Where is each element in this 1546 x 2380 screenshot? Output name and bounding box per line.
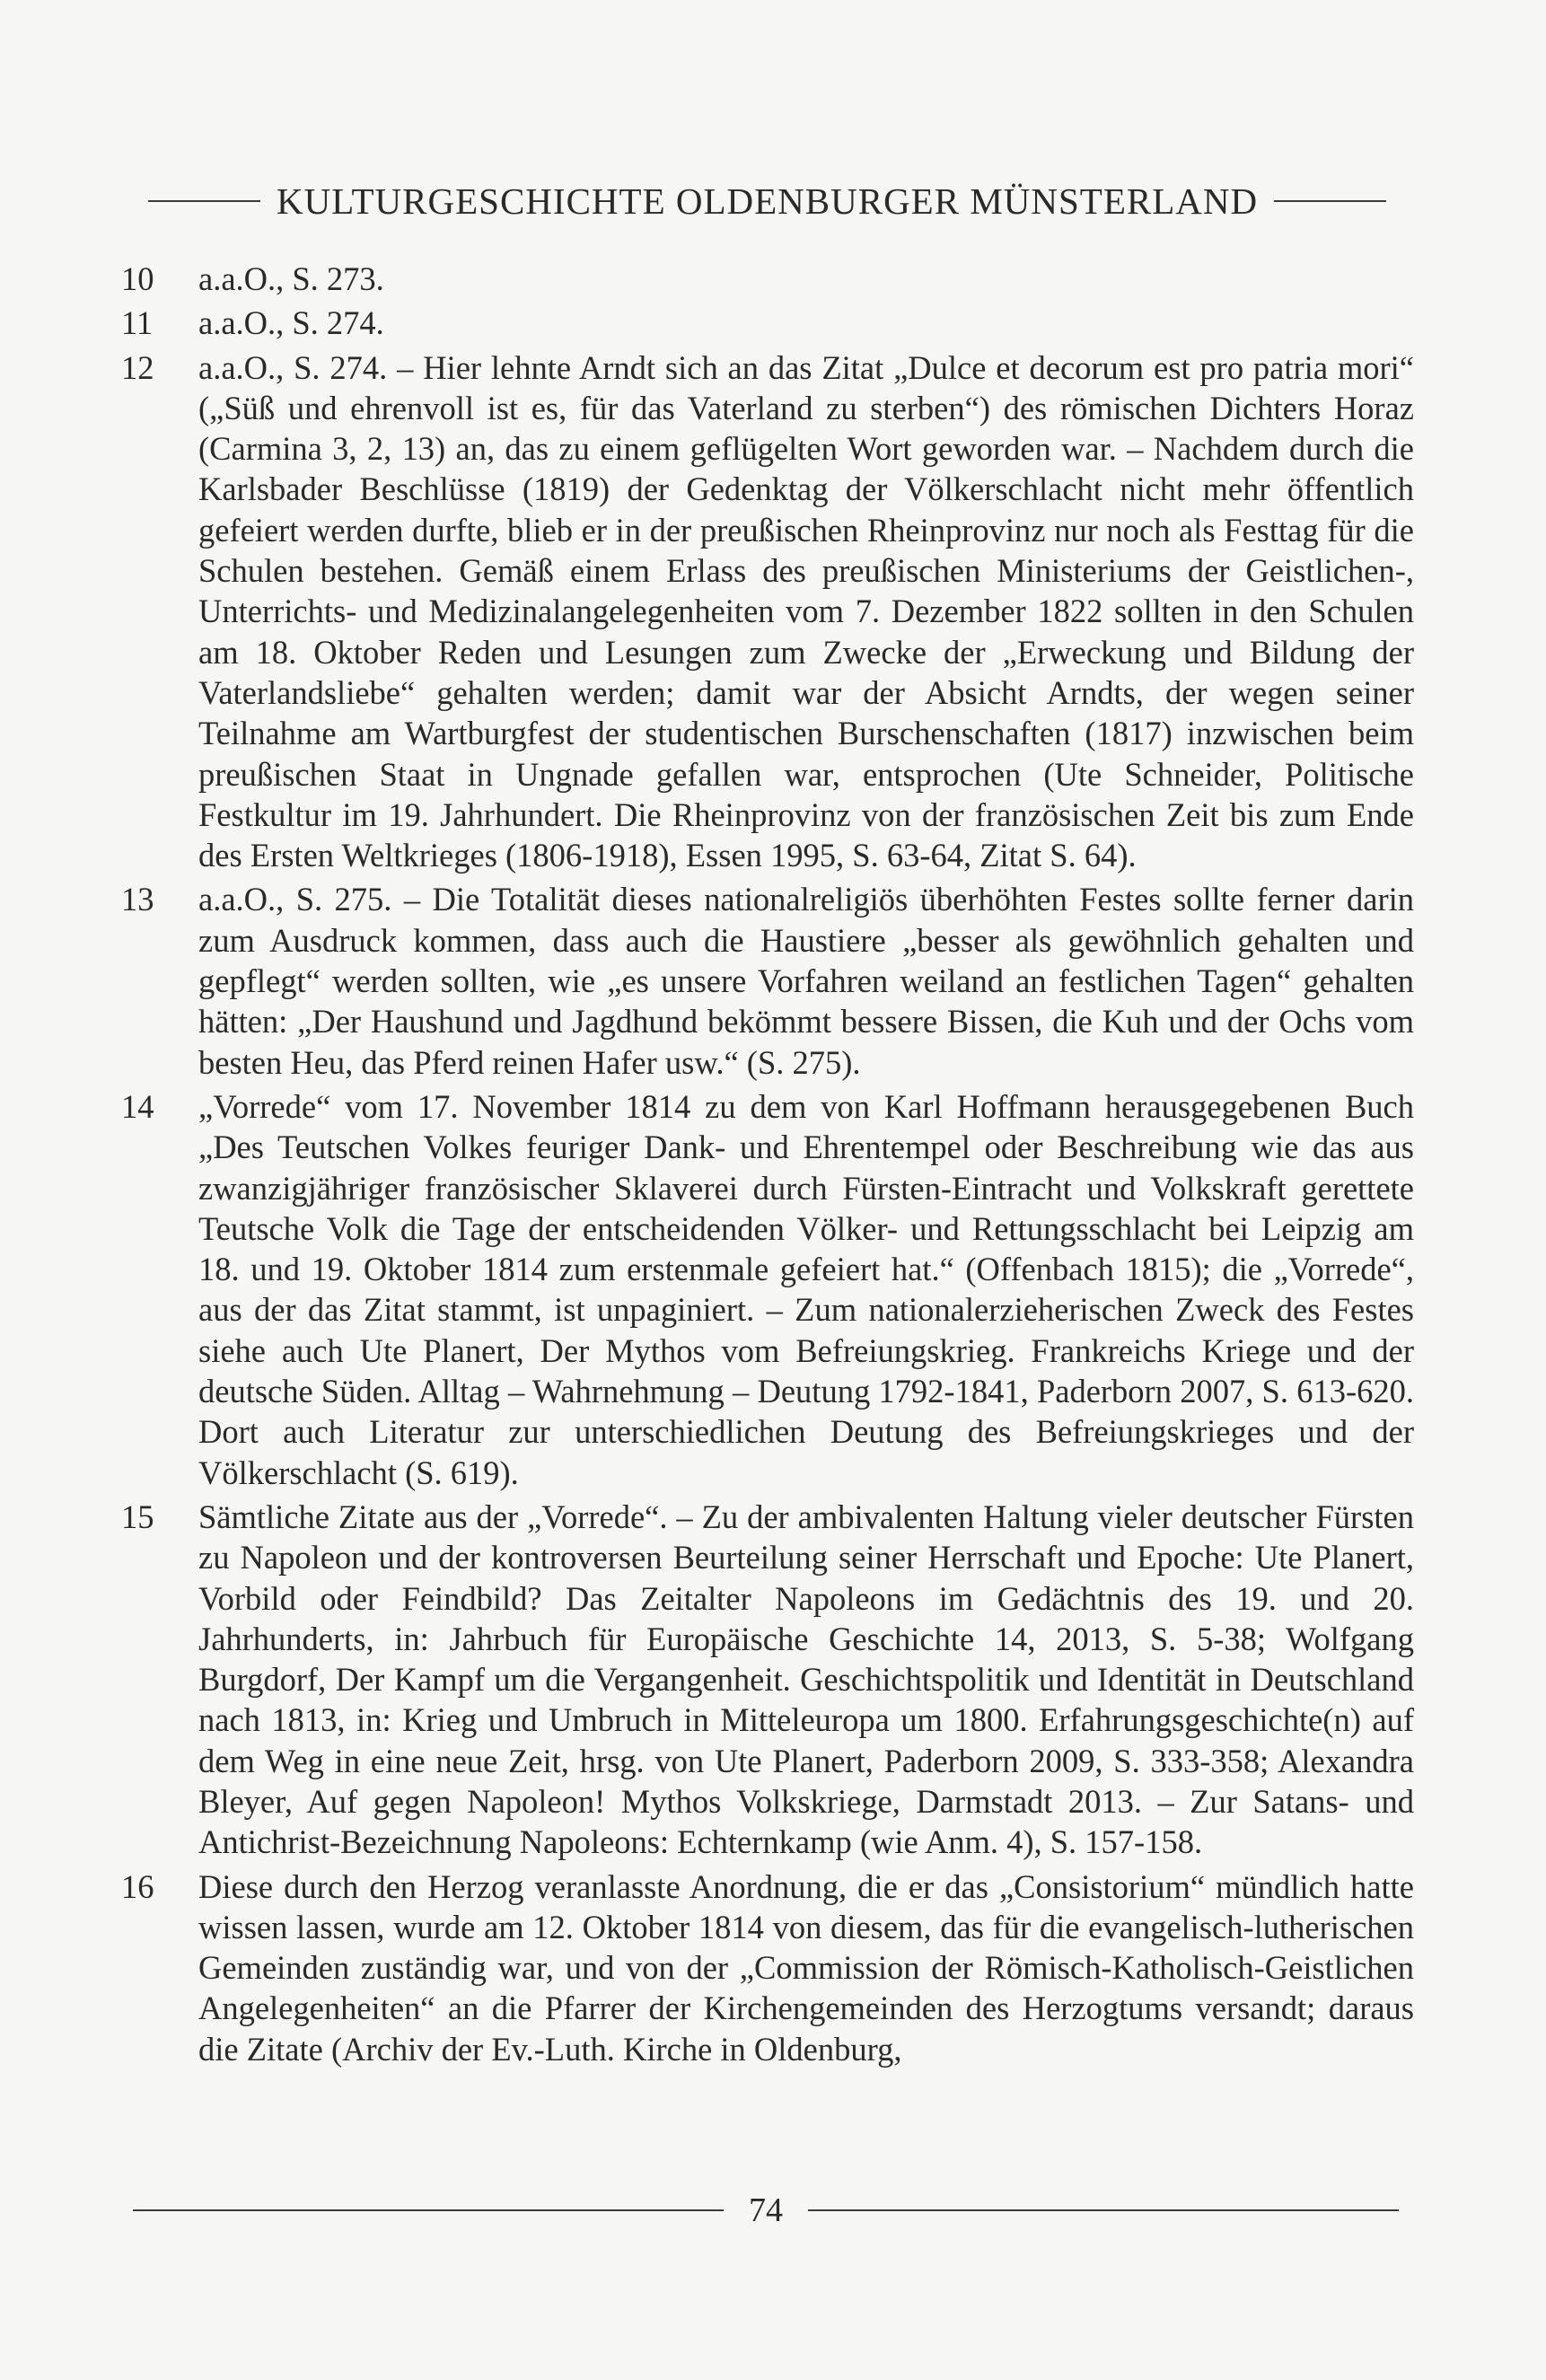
header-rule-right <box>1274 200 1386 202</box>
endnote-text: a.a.O., S. 274. <box>198 304 384 342</box>
endnote-text: a.a.O., S. 274. – Hier lehnte Arndt sich an das Zitat „Dulce et decorum est pro patria mori“ („Süß und ehrenvoll ist es, für das Vaterland zu sterben“) des römischen Dichters Horaz (Carmina 3, 2, 13) an, das zu einem geflügelten Wort geworden war. – Nachdem durch die Karlsbader Beschlüsse (1819) der Gedenktag der Völkerschlacht nicht mehr öffentlich gefeiert werden durfte, blieb er in der preußischen Rheinprovinz nur noch als Festtag für die Schulen bestehen. Gemäß einem Erlass des preußischen Ministeriums der Geistlichen-, Unterrichts- und Medizinalangelegenheiten vom 7. Dezember 1822 sollten in den Schulen am 18. Oktober Reden und Lesungen zum Zwecke der „Erweckung und Bildung der Vaterlandsliebe“ gehalten werden; damit war der Absicht Arndts, der wegen seiner Teilnahme am Wartburgfest der studentischen Burschenschaften (1817) inzwischen beim preußischen Staat in Ungnade gefallen war, entsprochen (Ute Schneider, Politische Festkultur im 19. Jahrhundert. Die Rheinprovinz von der französischen Zeit bis zum Ende des Ersten Weltkrieges (1806-1918), Essen 1995, S. 63-64, Zitat S. 64). <box>198 348 1414 874</box>
endnote-number: 12 <box>121 348 154 386</box>
endnote-number: 16 <box>121 1867 154 1905</box>
footer-rule-left <box>133 2209 724 2211</box>
endnote-text: Sämtliche Zitate aus der „Vorrede“. – Zu der ambivalenten Haltung vieler deutscher Fürsten zu Napoleon und der kontroversen Beurteilung seiner Herrschaft und Epoche: Ute Planert, Vorbild oder Feindbild? Das Zeitalter Napoleons im Gedächtnis des 19. und 20. Jahrhunderts, in: Jahrbuch für Europäische Geschichte 14, 2013, S. 5-38; Wolfgang Burgdorf, Der Kampf um die Vergangenheit. Geschichtspolitik und Identität in Deutschland nach 1813, in: Krieg und Umbruch in Mitteleuropa um 1800. Erfahrungsgeschichte(n) auf dem Weg in eine neue Zeit, hrsg. von Ute Planert, Paderborn 2009, S. 333-358; Alexandra Bleyer, Auf gegen Napoleon! Mythos Volkskriege, Darmstadt 2013. – Zur Satans- und Antichrist-Bezeichnung Napoleons: Echternkamp (wie Anm. 4), S. 157-158. <box>198 1497 1414 1861</box>
endnote <box>121 259 1414 299</box>
endnote-number: 15 <box>121 1497 154 1535</box>
endnote <box>121 347 1414 876</box>
endnote-number: 11 <box>121 304 154 342</box>
endnote <box>121 1497 1414 1863</box>
page-number: 74 <box>749 2191 783 2229</box>
endnote-number: 14 <box>121 1087 154 1125</box>
endnote <box>121 1086 1414 1493</box>
endnote <box>121 303 1414 343</box>
page-footer <box>133 2191 1399 2230</box>
running-header-title: KULTURGESCHICHTE OLDENBURGER MÜNSTERLAND <box>277 180 1259 222</box>
endnote-text: Diese durch den Herzog veranlasste Anordnung, die er das „Consistorium“ mündlich hatte wissen lassen, wurde am 12. Oktober 1814 von diesem, das für die evangelisch-lutherischen Gemeinden zuständig war, und von der „Commission der Römisch-Katholisch-Geistlichen Angelegenheiten“ an die Pfarrer der Kirchengemeinden des Herzogtums versandt; daraus die Zitate (Archiv der Ev.-Luth. Kirche in Oldenburg, <box>198 1867 1414 2068</box>
endnote-text: „Vorrede“ vom 17. November 1814 zu dem von Karl Hoffmann herausgegebenen Buch „Des Teutschen Volkes feuriger Dank- und Ehrentempel oder Beschreibung wie das aus zwanzigjähriger französischer Sklaverei durch Fürsten-Eintracht und Volkskraft gerettete Teutsche Volk die Tage der entscheidenden Völker- und Rettungsschlacht bei Leipzig am 18. und 19. Oktober 1814 zum erstenmale gefeiert hat.“ (Offenbach 1815); die „Vorrede“, aus der das Zitat stammt, ist unpaginiert. – Zum nationalerzieherischen Zweck des Festes siehe auch Ute Planert, Der Mythos vom Befreiungskrieg. Frankreichs Kriege und der deutsche Süden. Alltag – Wahrnehmung – Deutung 1792-1841, Paderborn 2007, S. 613-620. Dort auch Literatur zur unterschiedlichen Deutung des Befreiungskrieges und der Völkerschlacht (S. 619). <box>198 1087 1414 1491</box>
endnote-text: a.a.O., S. 273. <box>198 260 384 297</box>
endnotes-list <box>121 259 1414 2073</box>
endnote <box>121 1866 1414 2069</box>
endnote-number: 13 <box>121 881 154 918</box>
header-rule-left <box>148 200 260 202</box>
endnote-text: a.a.O., S. 275. – Die Totalität dieses nationalreligiös überhöhten Festes sollte ferner darin zum Ausdruck kommen, dass auch die Haustiere „besser als gewöhnlich gehalten und gepflegt“ werden sollten, wie „es unsere Vorfahren weiland an festlichen Tagen“ gehalten hätten: „Der Haushund und Jagdhund bekömmt bessere Bissen, die Kuh und der Ochs vom besten Heu, das Pferd reinen Hafer usw.“ (S. 275). <box>198 881 1414 1081</box>
endnote <box>121 879 1414 1082</box>
running-header <box>148 180 1414 223</box>
footer-rule-right <box>808 2209 1399 2211</box>
endnote-number: 10 <box>121 260 154 297</box>
